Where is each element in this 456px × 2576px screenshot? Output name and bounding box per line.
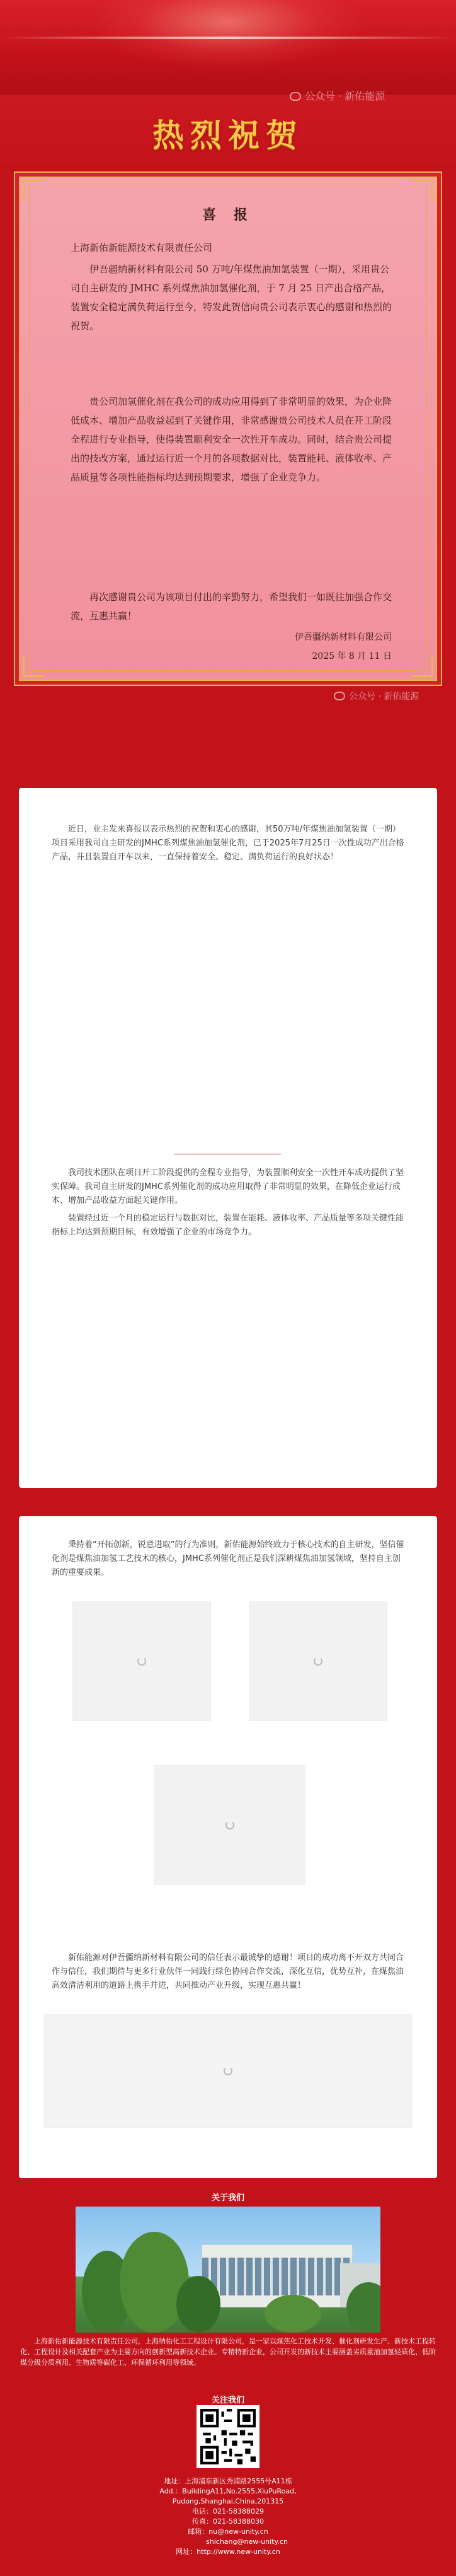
contact-address-en: Pudong,Shanghai,China,201315 [172,2497,284,2505]
watermark: 公众号 · 新佑能源 [290,88,385,103]
photo-placeholder[interactable] [72,1601,211,1721]
letter-paragraph: 伊吾疆纳新材料有限公司 50 万吨/年煤焦油加氢装置（一期），采用贵公司自主研发的 JMHC 系列煤焦油加氢催化剂，于 7 月 25 日产出合格产品，装置安全稳定满负荷运行至今，特发此贺信向贵公司表示衷心的感谢和热烈的祝贺。 [71,264,392,332]
contact-fax: 传真：021-58388030 [192,2517,264,2526]
qr-code[interactable] [197,2405,259,2468]
page-title: 热烈祝贺 [152,117,304,154]
article-paragraph: 装置经过近一个月的稳定运行与数据对比，装置在能耗、液体收率、产品质量等多项关键性能指标上均达到预期目标，有效增强了企业的市场竞争力。 [52,1214,404,1237]
qr-code-icon [200,2409,256,2464]
letter-heading: 喜 报 [202,207,254,223]
letter-date: 2025 年 8 月 11 日 [312,651,392,661]
loading-icon [225,1821,234,1830]
loading-icon [137,1657,146,1666]
loading-icon [314,1657,322,1666]
contact-email[interactable]: shichang@new-unity.cn [206,2538,288,2546]
letter-signature: 伊吾疆纳新材料有限公司 [295,632,392,642]
contact-website[interactable]: 网址：http://www.new-unity.cn [176,2548,280,2556]
photo-placeholder[interactable] [44,2014,412,2128]
company-building-photo [76,2207,380,2333]
corner-ornament [23,180,44,202]
letter-salutation: 上海新佑新能源技术有限责任公司 [71,242,213,253]
letter-paragraph: 贵公司加氢催化剂在我公司的成功应用得到了非常明显的效果，为企业降低成本、增加产品收益起到了关键作用，非常感谢贵公司技术人员在开工阶段全程进行专业指导，使得装置顺利安全一次性开车成功。同时，结合贵公司提出的技改方案，通过运行近一个月的各项数据对比，装置能耗、液体收率、产品质量等各项性能指标均达到预期要求，增强了企业竞争力。 [71,396,392,483]
article-card [19,788,437,1488]
article-paragraph: 秉持着“开拓创新，锐意进取”的行为准则，新佑能源始终致力于核心技术的自主研发，坚信催化剂是煤焦油加氢工艺技术的核心，JMHC系列催化剂正是我们深耕煤焦油加氢领域，坚持自主创新的重要成果。 [52,1540,404,1577]
watermark: 公众号 · 新佑能源 [334,690,419,702]
wechat-icon [334,692,345,700]
about-text: 上海新佑新能源技术有限责任公司，上海纳佑化工工程设计有限公司，是一家以煤焦化工技术开发、催化剂研发生产、新技术工程转化、工程设计及相关配套产业为主要方向的创新型高新技术企业。专精特新企业，公司开发的新技术主要涵盖劣质重油加氢轻质化、低阶煤分级分质利用、生物质等碳化工、环保循环利用等领域。 [20,2337,436,2367]
contact-phone: 电话：021-58388029 [192,2507,264,2515]
photo-placeholder[interactable] [249,1601,387,1721]
congratulation-letter [19,177,437,681]
follow-title: 关注我们 [211,2396,244,2405]
corner-ornament [412,656,433,677]
article-paragraph: 新佑能源对伊吾疆纳新材料有限公司的信任表示最诚挚的感谢！项目的成功离不开双方共同合作与信任，我们期待与更多行业伙伴一同践行绿色协同合作交流，深化互信，优势互补，在煤焦油高效清洁利用的道路上携手并进，共同推动产业升级，实现互惠共赢！ [52,1953,404,1990]
contact-address: 地址：上海浦东新区秀浦路2555号A11栋 [164,2477,292,2485]
article-card [19,1516,437,2178]
corner-ornament [412,180,433,202]
photo-placeholder[interactable] [154,1765,305,1885]
loading-icon [224,2067,232,2075]
contact-email[interactable]: 邮箱：nu@new-unity.cn [188,2527,268,2536]
about-title: 关于我们 [211,2193,244,2203]
contact-address-en: Add.：BuildingA11,No.2555,XiuPuRoad, [159,2487,297,2495]
article-paragraph: 我司技术团队在项目开工阶段提供的全程专业指导，为装置顺利安全一次性开车成功提供了坚实保障。我司自主研发的JMHC系列催化剂的成功应用取得了非常明显的效果，在降低企业运行成本、增加产品收益方面起关键作用。 [52,1168,404,1205]
article-paragraph: 近日，业主发来喜报以表示热烈的祝贺和衷心的感谢，其50万吨/年煤焦油加氢装置（一期）项目采用我司自主研发的JMHC系列煤焦油加氢催化剂，已于2025年7月25日一次性成功产出合格产品，并且装置自开车以来，一直保持着安全、稳定、满负荷运行的良好状态！ [52,825,404,862]
corner-ornament [23,656,44,677]
letter-paragraph: 再次感谢贵公司为该项目付出的辛勤努力，希望我们一如既往加强合作交流，互惠共赢！ [71,591,392,622]
